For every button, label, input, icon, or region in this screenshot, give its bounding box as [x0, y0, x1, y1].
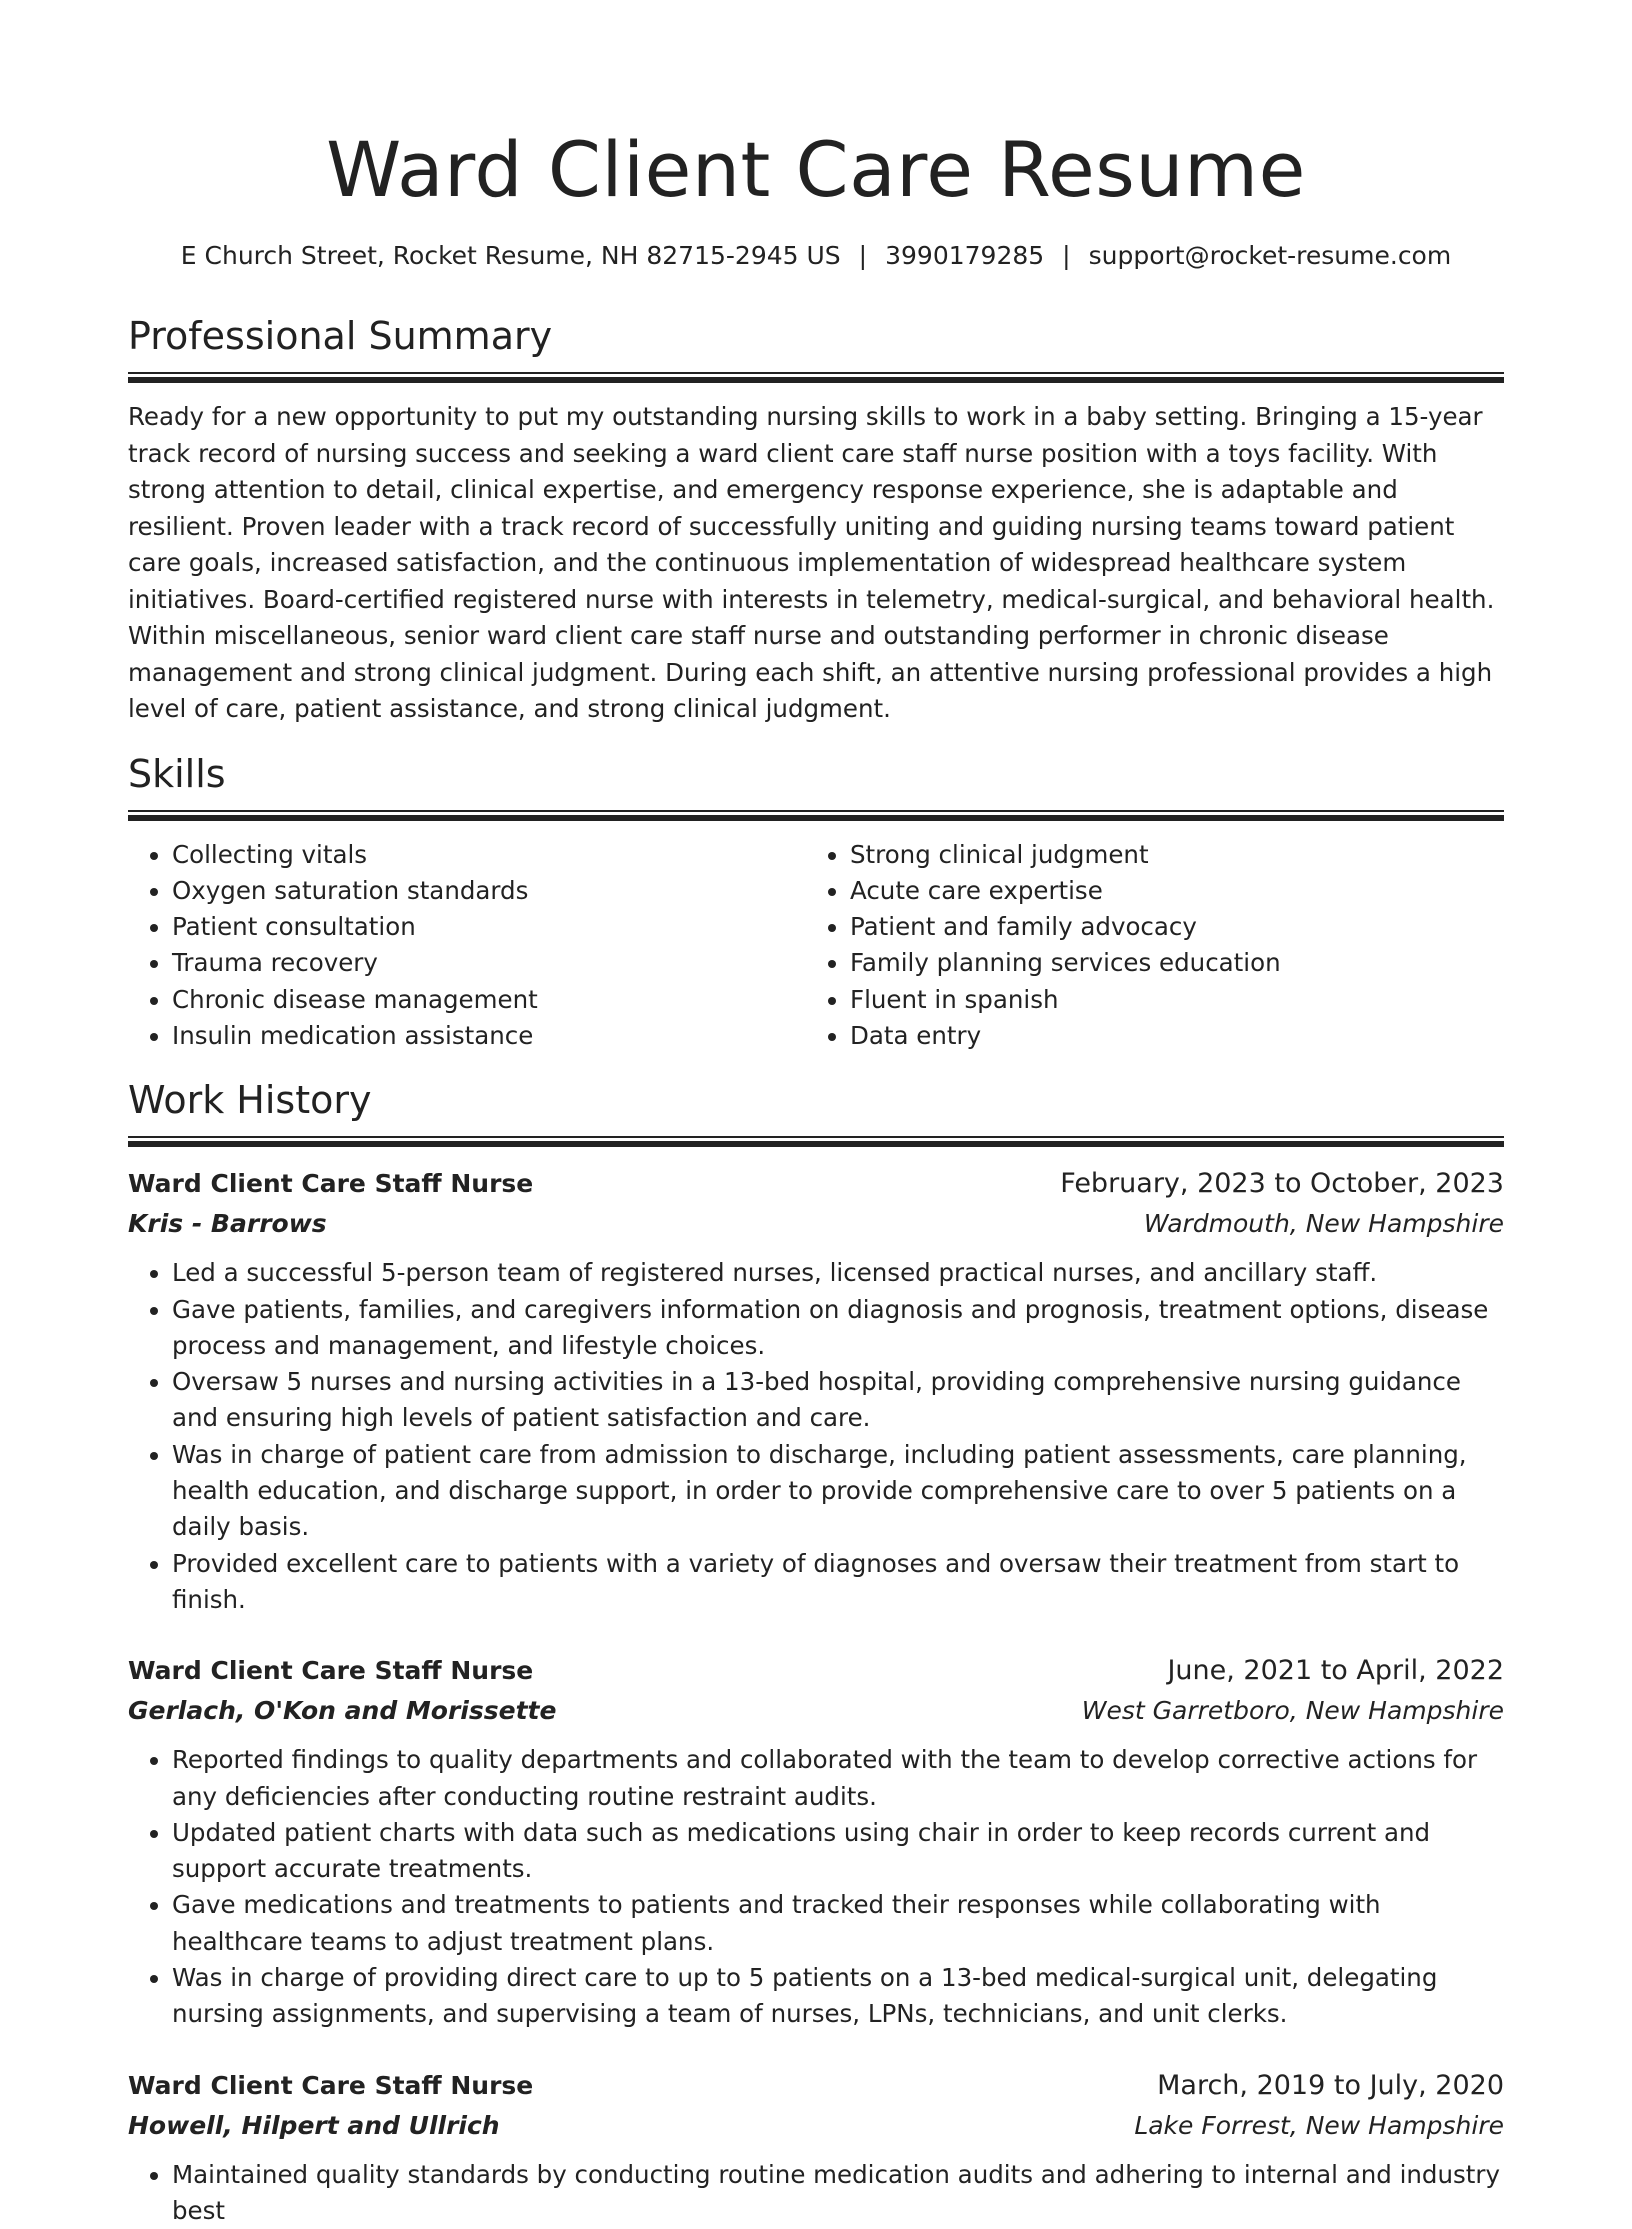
job-bullet: • Gave medications and treatments to patients and tracked their responses while collaborating with healthcare teams to adjust treatment plans.	[172, 1887, 1504, 1960]
section-heading-skills: Skills	[128, 751, 226, 796]
resume-page	[128, 0, 1504, 2229]
job-bullet: • Maintained quality standards by conducting routine medication audits and adhering to internal and industry best	[172, 2157, 1504, 2229]
contact-line	[128, 240, 1504, 272]
skill-item: • Oxygen saturation standards	[172, 873, 806, 909]
skill-item: • Insulin medication assistance	[172, 1018, 806, 1054]
skill-item: • Family planning services education	[850, 945, 1484, 981]
job-title: Ward Client Care Staff Nurse	[128, 1169, 534, 1199]
skill-item: • Fluent in spanish	[850, 982, 1484, 1018]
section-divider	[128, 810, 1504, 821]
job-bullet: • Was in charge of patient care from admission to discharge, including patient assessments, care planning, health education, and discharge support, in order to provide comprehensive care to over 5 patients on a daily basis.	[172, 1437, 1504, 1546]
job-location: Wardmouth, New Hampshire	[1143, 1209, 1504, 1239]
job-entry	[128, 1652, 1504, 2032]
job-title: Ward Client Care Staff Nurse	[128, 1656, 534, 1686]
job-bullet: • Led a successful 5-person team of registered nurses, licensed practical nurses, and ancillary staff.	[172, 1255, 1504, 1291]
job-bullet: • Gave patients, families, and caregivers information on diagnosis and prognosis, treatment options, disease process and management, and lifestyle choices.	[172, 1292, 1504, 1365]
skill-item: • Chronic disease management	[172, 982, 806, 1018]
summary-section	[128, 312, 1504, 728]
section-heading-summary: Professional Summary	[128, 314, 553, 358]
job-bullet: • Reported findings to quality departments and collaborated with the team to develop corrective actions for any deficiencies after conducting routine restraint audits.	[172, 1742, 1504, 1815]
work-history-section	[128, 1076, 1504, 2229]
skill-item: • Patient consultation	[172, 909, 806, 945]
job-bullets	[128, 2157, 1504, 2229]
contact-separator: |	[1062, 241, 1071, 270]
section-heading-work-history: Work History	[128, 1078, 372, 1123]
job-company: Howell, Hilpert and Ullrich	[128, 2110, 500, 2140]
skill-item: • Collecting vitals	[172, 837, 806, 873]
contact-separator: |	[858, 241, 868, 270]
job-location: West Garretboro, New Hampshire	[1081, 1696, 1504, 1726]
job-bullet: • Provided excellent care to patients with a variety of diagnoses and oversaw their treatment from start to finish.	[172, 1546, 1504, 1619]
section-divider	[128, 1136, 1504, 1147]
contact-email: support@rocket-resume.com	[1088, 241, 1452, 270]
job-entry	[128, 2067, 1504, 2229]
skills-columns	[128, 837, 1504, 1055]
job-bullet: • Updated patient charts with data such as medications using chair in order to keep records current and support accurate treatments.	[172, 1815, 1504, 1888]
skills-list-left	[128, 837, 806, 1055]
job-location: Lake Forrest, New Hampshire	[1134, 2110, 1504, 2140]
summary-text: Ready for a new opportunity to put my outstanding nursing skills to work in a baby setting. Bringing a 15-year track record of nursing success and seeking a ward client care staff nurse position with a toys facility. With strong attention to detail, clinical expertise, and emergency response experience, she is adaptable and resilient. Proven leader with a track record of successfully uniting and guiding nursing teams toward patient care goals, increased satisfaction, and the continuous implementation of widespread healthcare system initiatives. Board-certified registered nurse with interests in telemetry, medical-surgical, and behavioral health. Within miscellaneous, senior ward client care staff nurse and outstanding performer in chronic disease management and strong clinical judgment. During each shift, an attentive nursing professional provides a high level of care, patient assistance, and strong clinical judgment.	[128, 402, 1495, 723]
job-dates: February, 2023 to October, 2023	[1060, 1168, 1504, 1200]
job-company: Gerlach, O'Kon and Morissette	[128, 1696, 557, 1726]
job-bullet: • Oversaw 5 nurses and nursing activities in a 13-bed hospital, providing comprehensive nursing guidance and ensuring high levels of patient satisfaction and care.	[172, 1364, 1504, 1437]
job-bullets	[128, 1255, 1504, 1618]
skill-item: • Trauma recovery	[172, 945, 806, 981]
job-bullet: • Was in charge of providing direct care to up to 5 patients on a 13-bed medical-surgical unit, delegating nursing assignments, and supervising a team of nurses, LPNs, technicians, and unit clerks.	[172, 1960, 1504, 2033]
skill-item: • Strong clinical judgment	[850, 837, 1484, 873]
skill-item: • Acute care expertise	[850, 873, 1484, 909]
job-dates: March, 2019 to July, 2020	[1157, 2069, 1504, 2101]
job-dates: June, 2021 to April, 2022	[1167, 1655, 1504, 1687]
job-bullets	[128, 1742, 1504, 2032]
resume-title: Ward Client Care Resume	[326, 125, 1306, 214]
skill-item: • Patient and family advocacy	[850, 909, 1484, 945]
contact-phone: 3990179285	[885, 241, 1045, 270]
job-company: Kris - Barrows	[128, 1209, 327, 1239]
contact-address: E Church Street, Rocket Resume, NH 82715-2945 US	[180, 241, 841, 270]
skills-section	[128, 750, 1504, 1055]
job-entry	[128, 1165, 1504, 1618]
skill-item: • Data entry	[850, 1018, 1484, 1054]
job-title: Ward Client Care Staff Nurse	[128, 2070, 534, 2100]
section-divider	[128, 372, 1504, 383]
skills-list-right	[806, 837, 1484, 1055]
